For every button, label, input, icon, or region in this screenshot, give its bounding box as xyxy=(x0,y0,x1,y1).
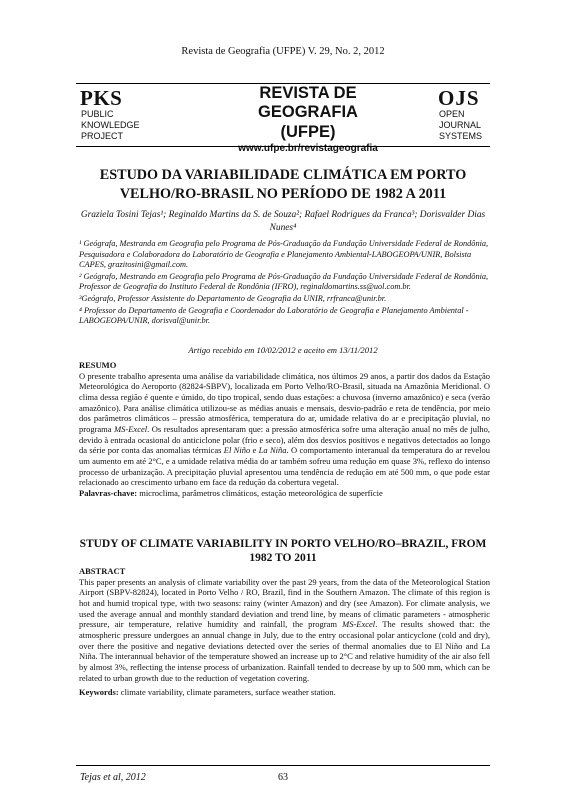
abstract-section xyxy=(79,566,490,698)
page-number: 63 xyxy=(278,772,288,783)
keywords xyxy=(79,687,490,698)
pks-line-1: PUBLIC xyxy=(81,109,114,119)
pks-logo-title: PKS xyxy=(80,86,123,110)
pks-logo-subtitle xyxy=(81,109,140,142)
ojs-logo-subtitle xyxy=(439,109,482,142)
affiliation-4: ⁴ Professor do Departamento de Geografia e Coordenador do Laboratório de Geografia e Planejamento Ambiental - LABOGEOPA/UNIR, dorisval@unir.br. xyxy=(79,305,469,326)
keywords-label: Keywords: xyxy=(79,687,119,698)
ojs-line-3: SYSTEMS xyxy=(439,131,483,141)
resumo-body: O presente trabalho apresenta uma análise da variabilidade climática, nos últimos 29 anos, a partir dos dados da Estação Meteorológica do Aeroporto (82824-SBPV), localizada em Porto Velho/RO-Brasil, situada na Amazônia Meridional. O clima dessa região é quente e úmido, do tipo tropical, sendo duas estações: a chuvosa (inverno amazônico) e seca (verão amazônico). Para análise climática utilizou-se as médias anuais e mensais, desvio-padrão e reta de tendência, por meio dos parâmetros climáticos – pressão atmosférica, temperatura do ar, umidade relativa do ar e precipitação pluvial, no programa MS-Excel. Os resultados apresentaram que: a pressão atmosférica sofre uma alteração anual no mês de julho, devido à entrada ocasional do anticiclone polar (frio e seco), além dos desvios positivos e negativos detectados ao longo da série por conta das anomalias térmicas El Niño e La Niña. O comportamento interanual da temperatura do ar revelou um aumento em até 2°C, e a umidade relativa média do ar também sofreu uma redução em quase 3%, reflexo do intenso processo de urbanização. A precipitação pluvial apresentou uma tendência de redução em até 500 mm, o que pode estar relacionado ao crescimento urbano em face da redução da cobertura vegetal. xyxy=(79,370,491,488)
paper-title-en xyxy=(70,537,496,565)
paper-title-en-line-2: 1982 TO 2011 xyxy=(249,552,317,564)
author-list-line-2: Nunes⁴ xyxy=(269,223,297,233)
author-list xyxy=(80,209,486,235)
footer-citation: Tejas et al, 2012 xyxy=(80,772,146,783)
journal-name: REVISTA DE GEOGRAFIA xyxy=(258,84,358,121)
received-date: Artigo recebido em 10/02/2012 e aceito em 13/11/2012 xyxy=(188,345,378,355)
resumo-section xyxy=(79,360,490,499)
footer-rule xyxy=(76,765,490,766)
paper-title-pt-line-1: ESTUDO DA VARIABILIDADE CLIMÁTICA EM PORTO xyxy=(99,167,467,183)
journal-institution: (UFPE) xyxy=(280,123,336,141)
palavras-chave-text: microclima, parâmetros climáticos, estação meteorológica de superfície xyxy=(137,487,383,498)
ojs-logo-title: OJS xyxy=(438,86,480,110)
paper-title-pt xyxy=(70,166,496,204)
palavras-chave-label: Palavras-chave: xyxy=(79,487,138,498)
ojs-line-1: OPEN xyxy=(439,109,465,119)
affiliation-2: ² Geógrafo, Mestrando em Geografia pelo Programa de Pós-Graduação da Fundação Universidade Federal de Rondônia, Professor de Geografia do Instituto Federal de Rondônia (IFRO), reginaldomartins.ss@uol.com.br. xyxy=(79,271,489,292)
paper-title-pt-line-2: VELHO/RO-BRASIL NO PERÍODO DE 1982 A 2011 xyxy=(119,186,447,202)
abstract-body: This paper presents an analysis of climate variability over the past 29 years, from the data of the Meteorological Station Airport (SBPV-82824), located in Porto Velho / RO, Brazil, find in the Southern Amazon. The climate of this region is hot and humid tropical type, with two seasons: rainy (winter Amazon) and dry (see Amazon). For climate analysis, we used the average annual and monthly standard deviation and trend line, by means of climatic parameters - atmospheric pressure, air temperature, relative humidity and rainfall, the program MS-Excel. The results showed that: the atmospheric pressure undergoes an annual change in July, due to the entry occasional polar anticyclone (cold and dry), over there the positive and negative deviations detected over the series of thermal anomalies due to El Niño and La Niña. The interannual behavior of the temperature showed an increase up to 2°C and relative humidity of the air also fell by almost 3%, reflecting the intense process of urbanization. Rainfall tended to decrease by up to 500 mm, which can be related to urban growth due to the reduction of vegetation covering. xyxy=(79,576,490,683)
ojs-line-2: JOURNAL xyxy=(439,120,482,130)
palavras-chave xyxy=(79,488,490,499)
masthead-bottom-rule xyxy=(76,146,490,147)
affiliation-3: ³Geógrafo, Professor Assistente do Departamento de Geografia da UNIR, rrfranca@unir.br. xyxy=(79,293,387,303)
journal-url: www.ufpe.br/revistageografia xyxy=(238,143,378,154)
pks-line-3: PROJECT xyxy=(81,131,124,141)
running-head: Revista de Geografia (UFPE) V. 29, No. 2, 2012 xyxy=(181,46,385,57)
paper-title-en-line-1: STUDY OF CLIMATE VARIABILITY IN PORTO VELHO/RO–BRAZIL, FROM xyxy=(79,538,487,550)
pks-line-2: KNOWLEDGE xyxy=(81,120,140,130)
author-list-line-1: Graziela Tosini Tejas¹; Reginaldo Martins da S. de Souza²; Rafael Rodrigues da Franca³; Dorisvalder Dias xyxy=(80,210,486,220)
abstract-heading: ABSTRACT xyxy=(79,566,126,576)
keywords-text: climate variability, climate parameters, surface weather station. xyxy=(118,687,336,698)
affiliation-1: ¹ Geógrafa, Mestranda em Geografia pelo Programa de Pós-Graduação da Fundação Universidade Federal de Rondônia, Pesquisadora e Colaboradora do Laboratório de Geografia e Planejamento Ambiental-LABOGEOPA/UNIR, Bolsista CAPES, grazitosini@gmail.com. xyxy=(79,239,489,270)
affiliations xyxy=(79,239,489,328)
resumo-heading: RESUMO xyxy=(79,360,117,370)
